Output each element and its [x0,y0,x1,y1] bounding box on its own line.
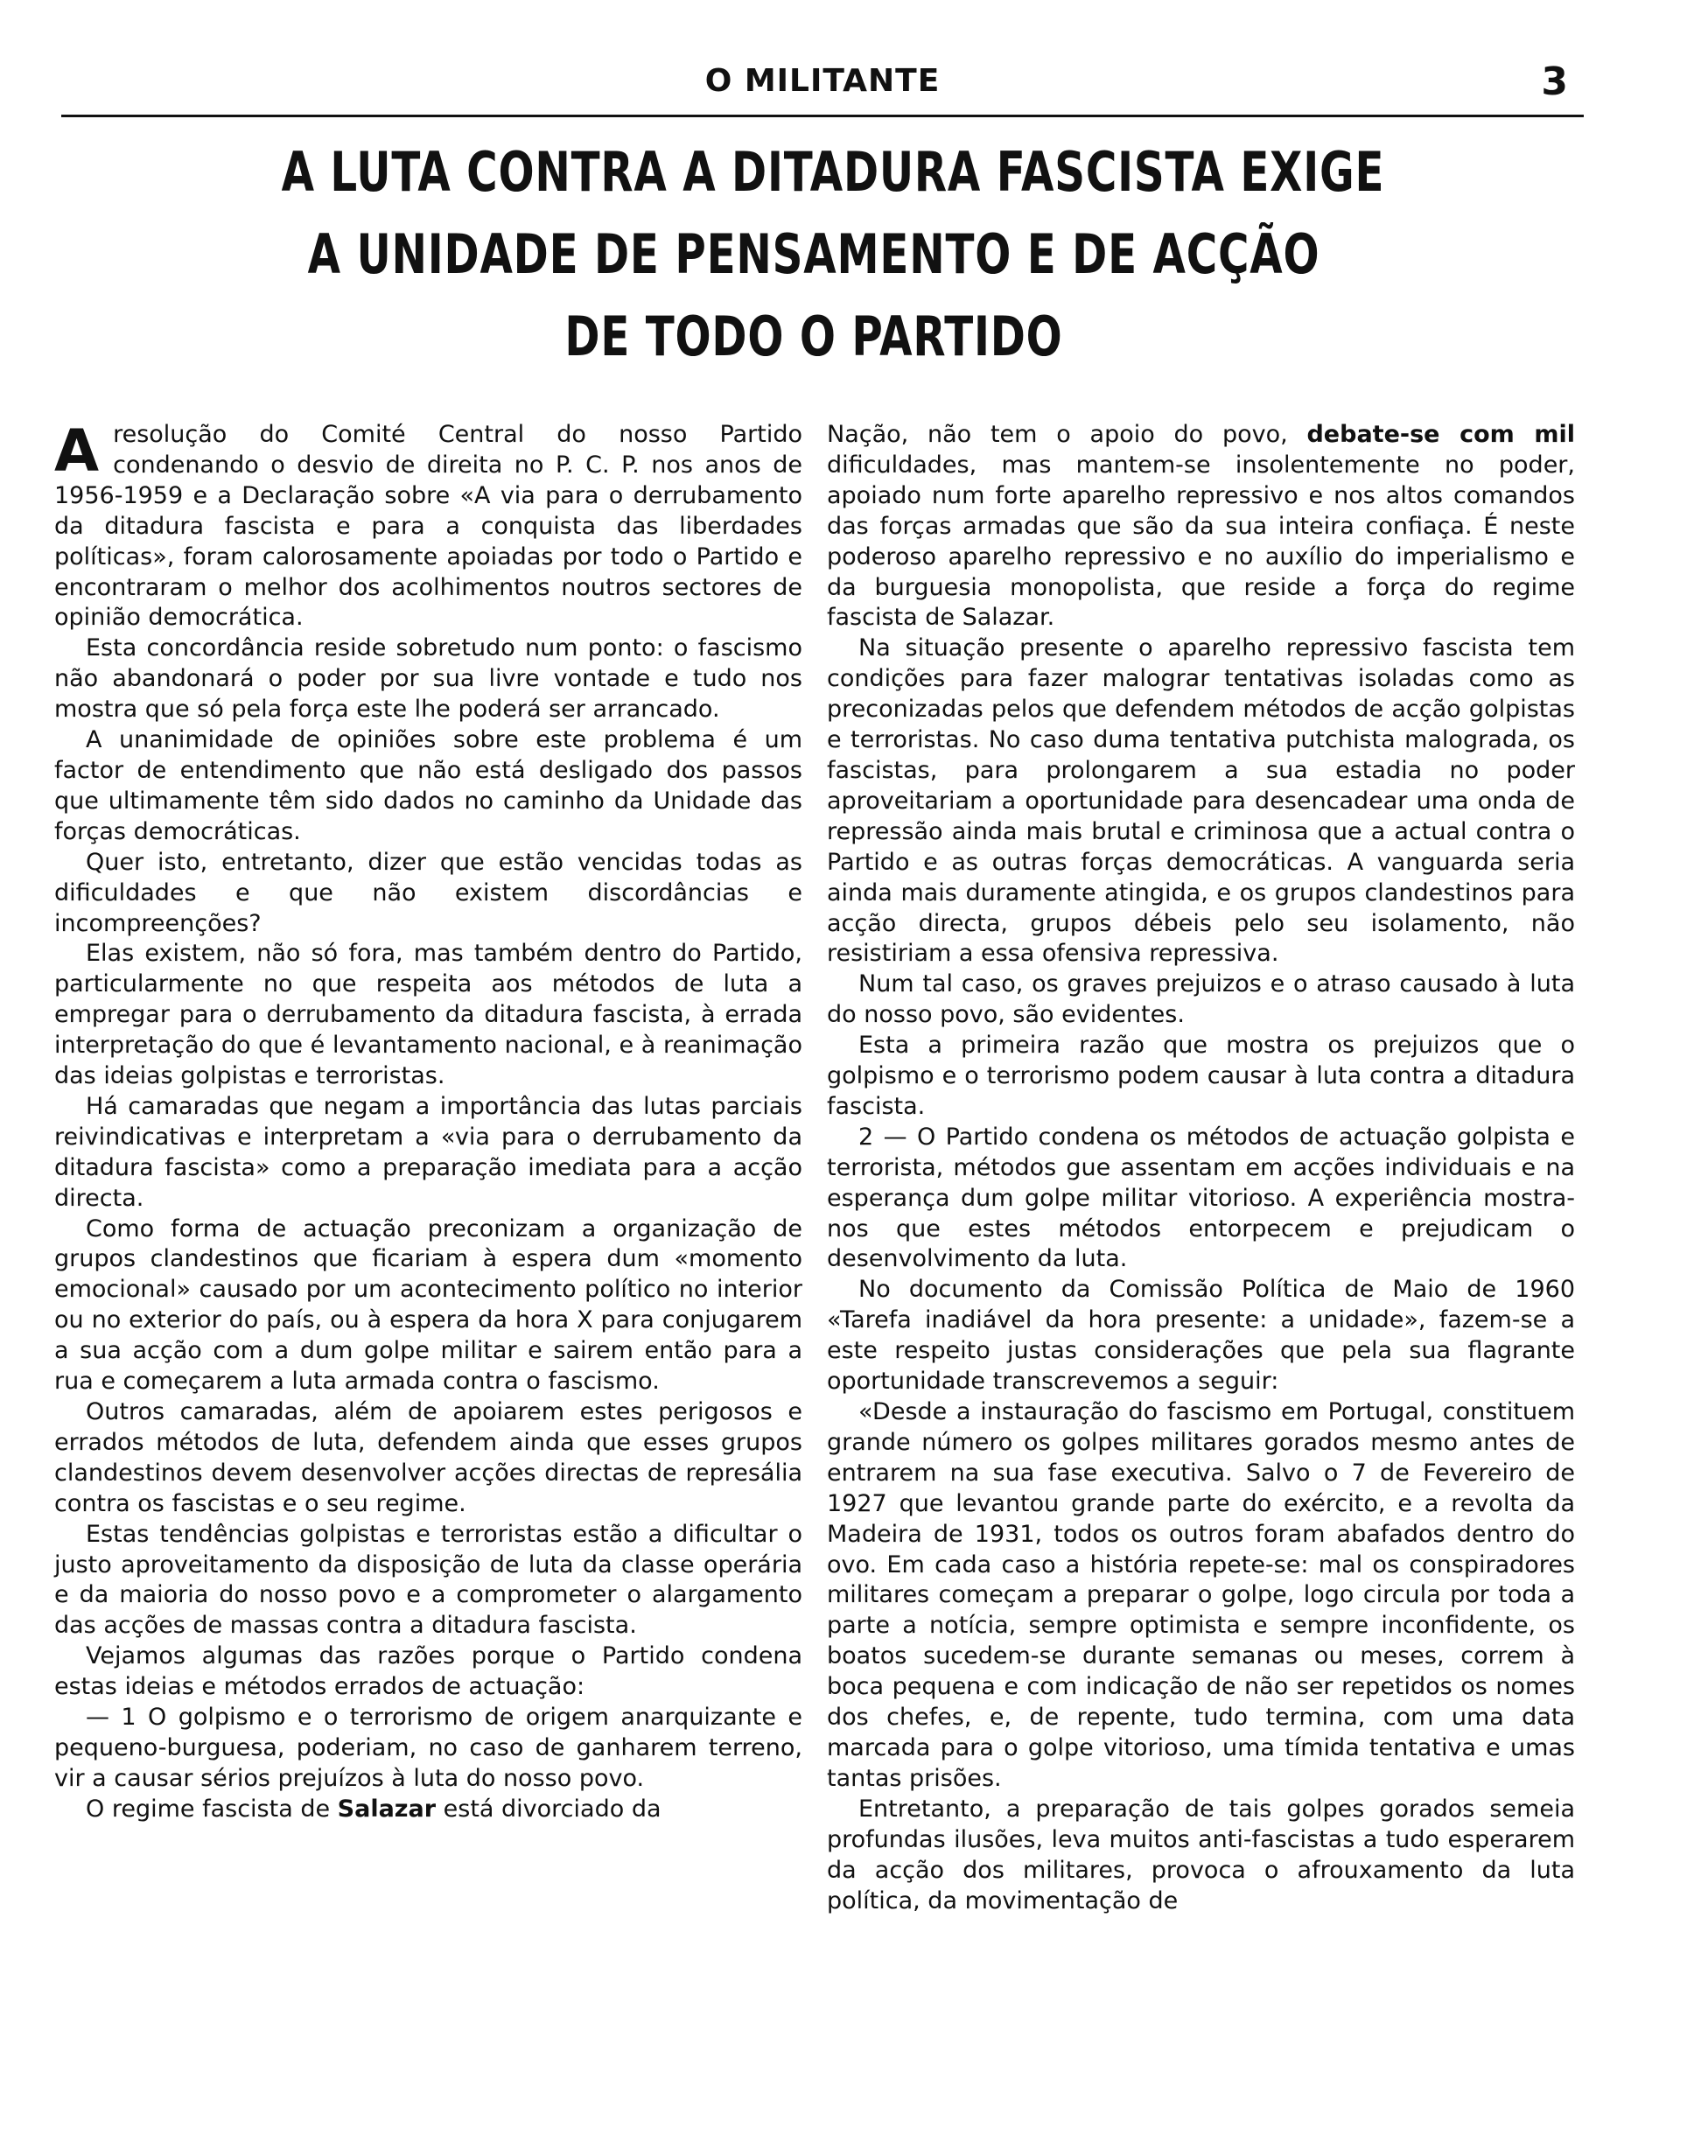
paragraph: — 1 O golpismo e o terrorismo de origem anarquizante e pequeno-burguesa, poderiam, no caso de ganharem terreno, vir a causar sérios prejuízos à luta do nosso povo. [54,1704,802,1792]
paragraph [54,1795,802,1825]
paragraph: Quer isto, entretanto, dizer que estão vencidas todas as dificuldades e que não existem discordâncias e incompreenções? [54,848,802,937]
paragraph: No documento da Comissão Política de Maio de 1960 «Tarefa inadiável da hora presente: a unidade», fazem-se a este respeito justas considerações que pela sua flagrante oportunidade transcrevemos a seguir: [827,1276,1575,1396]
paragraph: Num tal caso, os graves prejuizos e o atraso causado à luta do nosso povo, são evidentes. [827,970,1575,1029]
paragraph-bold-text: Salazar [337,1795,437,1823]
paragraph: Estas tendências golpistas e terroristas estão a dificultar o justo aproveitamento da disposição de luta da classe operária e da maioria do nosso povo e a comprometer o alargamento das acções de massas contra a ditadura fascista. [54,1520,802,1640]
paragraph: Como forma de actuação preconizam a organização de grupos clandestinos que ficariam à espera dum «momento emocional» causado por um acontecimento político no interior ou no exterior do país, ou à espera da hora X para conjugarem a sua acção com a dum golpe militar e sairem então para a rua e começarem a luta armada contra o fascismo. [54,1214,802,1396]
header-rule [61,115,1584,117]
headline-line-2: A UNIDADE DE PENSAMENTO E DE ACÇÃO [307,222,1320,286]
headline [131,131,1496,378]
article-left-column [54,417,802,1825]
paragraph: Outros camaradas, além de apoiarem estes perigosos e errados métodos de luta, defendem ainda que esses grupos clandestinos devem desenvolver acções directas de represália contra os fascistas e o seu regime. [54,1398,802,1517]
paragraph: A unanimidade de opiniões sobre este problema é um factor de entendimento que não está desligado dos passos que ultimamente têm sido dados no caminho da Unidade das forças democráticas. [54,726,802,845]
paragraph: Há camaradas que negam a importância das lutas parciais reivindicativas e interpretam a «via para o derrubamento da ditadura fascista» como a preparação imediata para a acção directa. [54,1092,802,1212]
paragraph-text: dificuldades, mas mantem-se insolentemente no poder, apoiado num forte aparelho repressivo e nos altos comandos das forças armadas que são da sua inteira confiaça. É neste poderoso aparelho repressivo e no auxílio do imperialismo e da burguesia monopolista, que reside a força do regime fascista de Salazar. [827,451,1575,632]
paragraph: 2 — O Partido condena os métodos de actuação golpista e terrorista, métodos gue assentam em acções individuais e na esperança dum golpe militar vitorioso. A experiência mostra-nos que estes métodos entorpecem e prejudicam o desenvolvimento da luta. [827,1123,1575,1273]
paragraph [54,417,802,634]
paragraph: Na situação presente o aparelho repressivo fascista tem condições para fazer malograr tentativas isoladas como as preconizadas pelos que defendem métodos de acção golpistas e terroristas. No caso duma tentativa putchista malograda, os fascistas, para prolongarem a sua estadia no poder aproveitariam a oportunidade para desencadear uma onda de repressão ainda mais brutal e criminosa que a actual contra o Partido e as outras forças democráticas. A vanguarda seria ainda mais duramente atingida, e os grupos clandestinos para acção directa, grupos débeis pelo seu isolamento, não resistiriam a essa ofensiva repressiva. [827,634,1575,968]
paragraph [827,420,1575,634]
paragraph-text: está divorciado da [436,1795,662,1823]
paragraph: Esta a primeira razão que mostra os prejuizos que o golpismo e o terrorismo podem causar à luta contra a ditadura fascista. [827,1032,1575,1120]
paragraph: Esta concordância reside sobretudo num ponto: o fascismo não abandonará o poder por sua livre vontade e tudo nos mostra que só pela força este lhe poderá ser arrancado. [54,634,802,724]
paragraph: Elas existem, não só fora, mas também dentro do Partido, particularmente no que respeita aos métodos de luta a empregar para o derrubamento da ditadura fascista, à errada interpretação do que é levantamento nacional, e à reanimação das ideias golpistas e terroristas. [54,940,802,1090]
paragraph: Vejamos algumas das razões porque o Partido condena estas ideias e métodos errados de actuação: [54,1642,802,1701]
masthead: O MILITANTE [704,63,941,99]
article-right-column [827,420,1575,1916]
paragraph-text: Nação, não tem o apoio do povo, [827,421,1307,448]
paragraph: Entretanto, a preparação de tais golpes gorados semeia profundas ilusões, leva muitos anti-fascistas a tudo esperarem da acção dos militares, provoca o afrouxamento da luta política, da movimentação de [827,1795,1575,1914]
paragraph: «Desde a instauração do fascismo em Portugal, constituem grande número os golpes militares gorados mesmo antes de entrarem na sua fase executiva. Salvo o 7 de Fevereiro de 1927 que levantou grande parte do exército, e a revolta da Madeira de 1931, todos os outros foram abafados dentro do ovo. Em cada caso a história repete-se: mal os conspiradores militares começam a preparar o golpe, logo circula por toda a parte a notícia, sempre optimista e sempre inconfidente, os boatos sucedem-se durante semanas ou meses, correm à boca pequena e com indicação de não ser repetidos os nomes dos chefes, e, de repente, tudo termina, com uma data marcada para o golpe vitorioso, uma tímida tentativa e umas tantas prisões. [827,1398,1575,1792]
headline-line-1: A LUTA CONTRA A DITADURA FASCISTA EXIGE [281,140,1385,204]
page-header [61,54,1584,117]
drop-cap: A [54,417,100,485]
headline-line-3: DE TODO O PARTIDO [564,304,1063,368]
paragraph-bold-text: debate-se com mil [1306,421,1575,448]
paragraph-text: O regime fascista de [86,1795,338,1823]
page-number: 3 [1541,60,1568,104]
paragraph-text: resolução do Comité Central do nosso Partido condenando o desvio de direita no P. C. P. nos anos de 1956-1959 e a Declaração sobre «A via para o derrubamento da ditadura fascista e para a conquista das liberdades políticas», foram calorosamente apoiadas por todo o Partido e encontraram o melhor dos acolhimentos noutros sectores de opinião democrática. [54,421,802,632]
